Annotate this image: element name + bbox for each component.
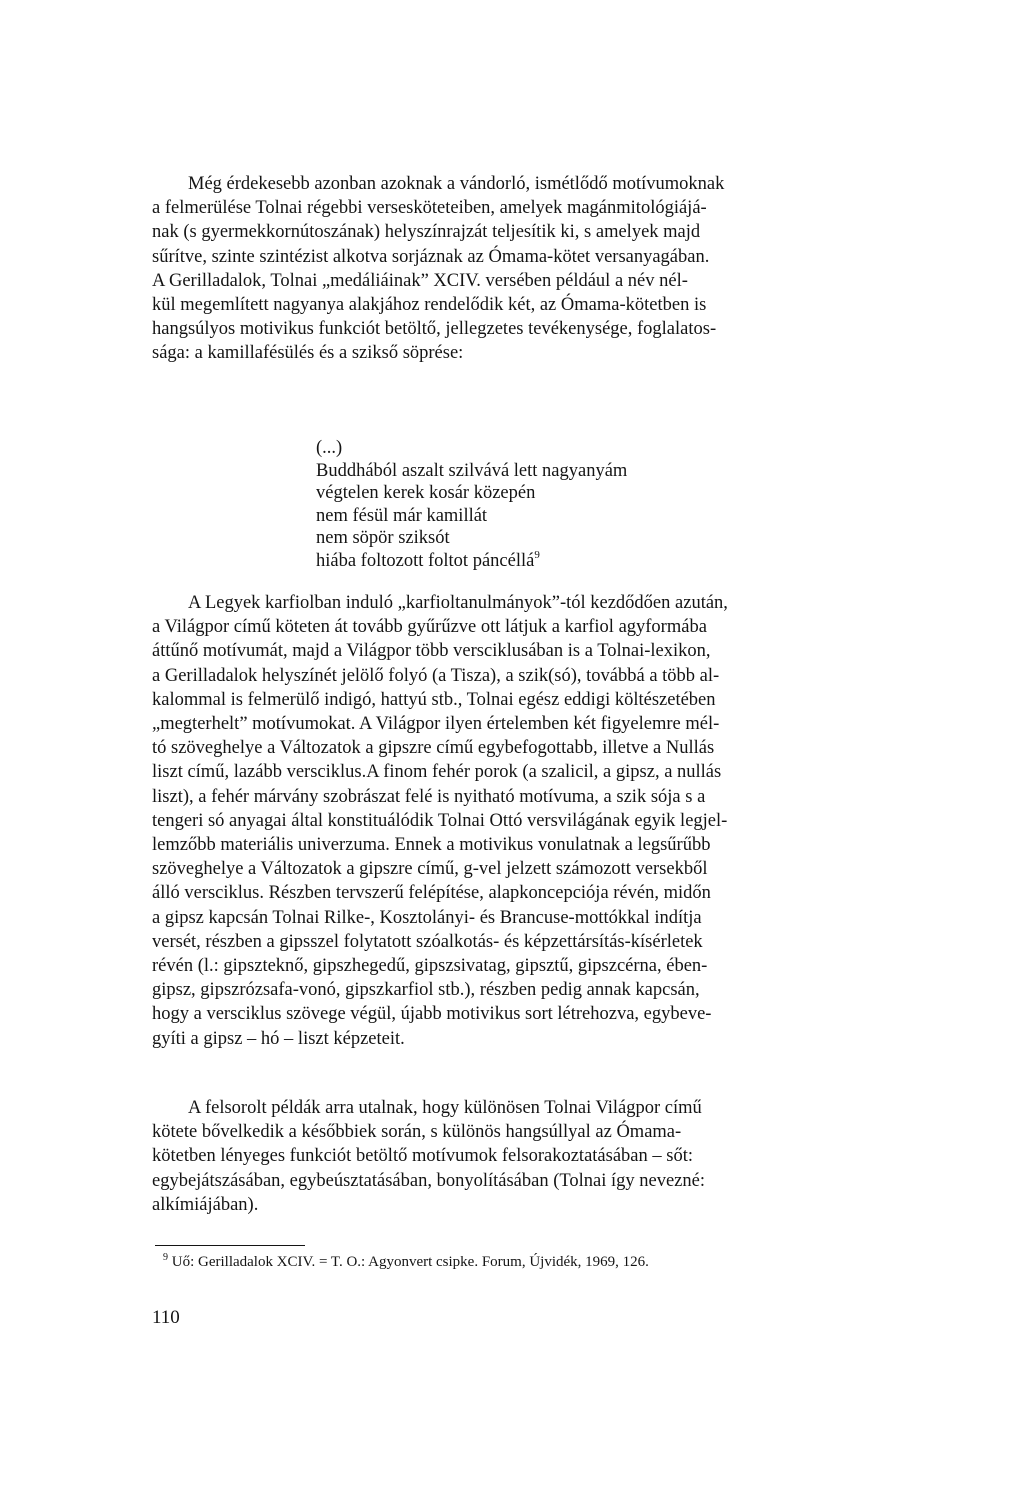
paragraph-1 (152, 172, 876, 366)
footnote-reference: 9 (534, 548, 540, 561)
text-line: „megterhelt” motívumokat. A Világpor ilyen értelemben két figyelemre mél- (152, 714, 720, 735)
footnote-divider (155, 1245, 305, 1246)
text-line: sága: a kamillafésülés és a szikső söprése: (152, 343, 464, 364)
footnote-text: Uő: Gerilladalok XCIV. = T. O.: Agyonvert csipke. Forum, Újvidék, 1969, 126. (171, 1254, 649, 1270)
text-line: kül megemlített nagyanya alakjához rendelődik két, az Ómama-kötetben is (152, 295, 707, 316)
text-line: A Legyek karfiolban induló „karfioltanulmányok”-tól kezdődően azután, (188, 593, 728, 613)
text-line: liszt), a fehér márvány szobrászat felé is nyitható motívuma, a szik sója s a (152, 786, 706, 807)
text-line: tó szöveghelye a Változatok a gipszre című egybefogottabb, illetve a Nullás (152, 738, 715, 759)
text-line: lemzőbb materiális univerzuma. Ennek a motivikus vonulatnak a legsűrűbb (152, 835, 711, 856)
poem-line: hiába foltozott foltot páncéllá$^9$ (316, 548, 540, 571)
text-line: Még érdekesebb azonban azoknak a vándorló, ismétlődő motívumoknak (188, 174, 725, 194)
text-line: sűrítve, szinte szintézist alkotva sorjáznak az Ómama-kötet versanyagában. (152, 246, 710, 267)
text-line: gipsz, gipszrózsafa-vonó, gipszkarfiol stb.), részben pedig annak kapcsán, (152, 980, 700, 1001)
text-line: tengeri só anyagai által konstituálódik Tolnai Ottó versvilágának egyik legjel- (152, 810, 728, 831)
poem-quotation (316, 437, 627, 573)
text-line: liszt című, lazább versciklus.A finom fehér porok (a szalicil, a gipsz, a nullás (152, 762, 722, 783)
text-line: hangsúlyos motivikus funkciót betöltő, jellegzetes tevékenysége, foglalatos- (152, 319, 717, 340)
page-number: 110 (152, 1307, 180, 1328)
poem-line: végtelen kerek kosár közepén (316, 483, 536, 504)
text-line: szöveghelye a Változatok a gipszre című, g-vel jelzett számozott versekből (152, 859, 708, 880)
text-line: kötetben lényeges funkciót betöltő motívumok felsorakoztatásában – sőt: (152, 1146, 693, 1167)
text-line: áttűnő motívumát, majd a Világpor több versciklusában is a Tolnai-lexikon, (152, 641, 711, 662)
paragraph-3 (152, 1096, 876, 1217)
text-line: gyíti a gipsz – hó – liszt képzeteit. (152, 1028, 405, 1049)
poem-line: Buddhából aszalt szilvává lett nagyanyám (316, 460, 628, 481)
text-line: kalommal is felmerülő indigó, hattyú stb., Tolnai egész eddigi költészetében (152, 689, 716, 710)
poem-line: nem söpör sziksót (316, 528, 450, 549)
text-line: a Gerilladalok helyszínét jelölő folyó (a Tisza), a szik(só), továbbá a több al- (152, 665, 720, 686)
text-line: révén (l.: gipszteknő, gipszhegedű, gipszsivatag, gipsztű, gipszcérna, ében- (152, 956, 708, 977)
text-line: a Világpor című köteten át tovább gyűrűzve ott látjuk a karfiol agyformába (152, 617, 707, 638)
text-line: A felsorolt példák arra utalnak, hogy különösen Tolnai Világpor című (188, 1098, 702, 1118)
poem-line: nem fésül már kamillát (316, 505, 488, 526)
text-line: álló versciklus. Részben tervszerű felépítése, alapkoncepciója révén, midőn (152, 883, 711, 904)
footnote (163, 1252, 649, 1272)
paragraph-2 (152, 591, 876, 1051)
text-line: a felmerülése Tolnai régebbi versesköteteiben, amelyek magánmitológiájá- (152, 198, 707, 219)
text-line: alkímiájában). (152, 1194, 259, 1215)
text-line: A Gerilladalok, Tolnai „medáliáinak” XCIV. versében például a név nél- (152, 270, 688, 291)
text-line: egybejátszásában, egybeúsztatásában, bonyolításában (Tolnai így nevezné: (152, 1170, 705, 1191)
text-line: a gipsz kapcsán Tolnai Rilke-, Kosztolányi- és Brancuse-mottókkal indítja (152, 907, 702, 928)
footnote-number: 9 (163, 1252, 168, 1263)
text-line: versét, részben a gipsszel folytatott szóalkotás- és képzettársítás-kísérletek (152, 931, 703, 952)
text-line: kötete bővelkedik a későbbiek során, s különös hangsúllyal az Ómama- (152, 1122, 682, 1143)
poem-line: (...) (316, 438, 343, 458)
text-line: nak (s gyermekkornútoszának) helyszínrajzát teljesítik ki, s amelyek majd (152, 222, 701, 243)
text-line: hogy a versciklus szövege végül, újabb motivikus sort létrehozva, egybeve- (152, 1004, 712, 1025)
